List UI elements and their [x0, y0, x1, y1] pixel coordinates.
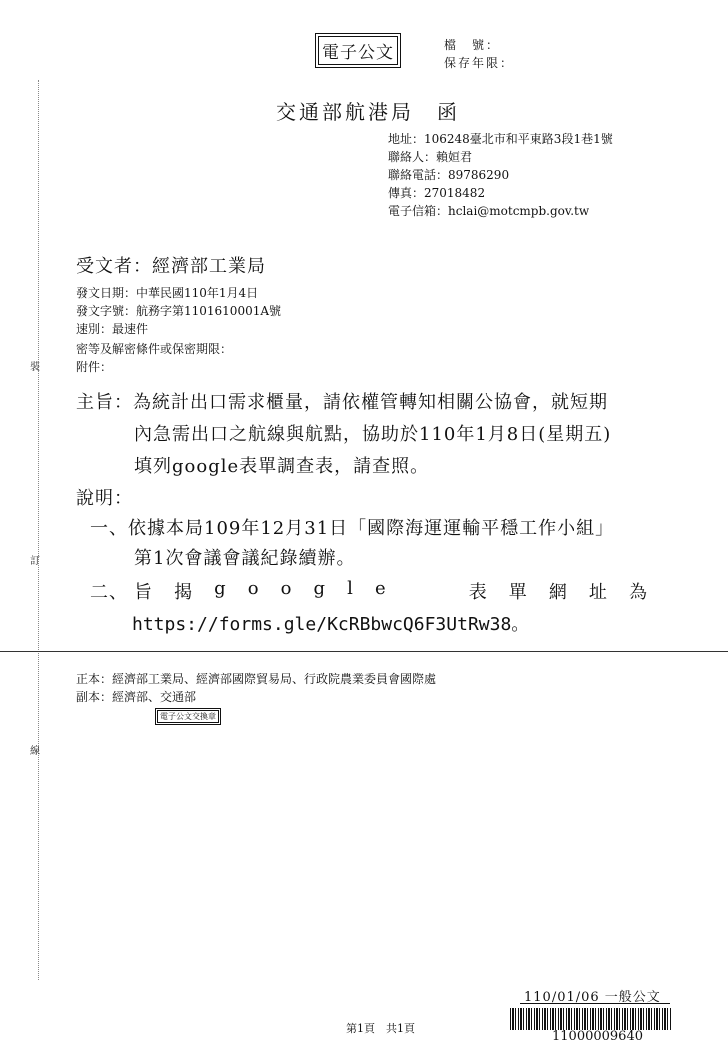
spread-word: g — [214, 578, 227, 599]
issue-date: 發文日期：中華民國110年1月4日 — [76, 286, 259, 300]
agency-title: 交通部航港局 函 — [276, 100, 460, 124]
binding-margin-line — [38, 80, 39, 980]
contact-email: 電子信箱：hclai@motcmpb.gov.tw — [388, 204, 590, 218]
margin-char-ding: 訂 — [30, 556, 40, 567]
barcode-number: 11000009640 — [552, 1029, 643, 1044]
attachment: 附件： — [76, 360, 113, 374]
barcode — [510, 1008, 672, 1030]
copy-recipients: 副本：經濟部、交通部 — [76, 690, 197, 704]
explanation-item-1-line-1: 一、依據本局109年12月31日「國際海運運輸平穩工作小組」 — [90, 518, 615, 539]
margin-char-xian: 線 — [30, 746, 40, 757]
spread-word: 表 — [468, 582, 488, 603]
contact-address: 地址：106248臺北市和平東路3段1巷1號 — [388, 132, 613, 146]
electronic-document-stamp: 電子公文 — [318, 36, 398, 65]
spread-word: 揭 — [174, 582, 194, 603]
spread-word: 網 — [548, 582, 568, 603]
spread-word: l — [347, 578, 354, 599]
contact-person: 聯絡人：賴姮君 — [388, 150, 473, 164]
subject-line-3: 填列google表單調查表，請查照。 — [134, 456, 430, 477]
spread-word: 為 — [628, 582, 648, 603]
explanation-item-1-line-2: 第1次會議會議紀錄續辦。 — [134, 548, 356, 569]
google-form-url: https://forms.gle/KcRBbwcQ6F3UtRw38。 — [132, 614, 530, 635]
contact-phone: 聯絡電話：89786290 — [388, 168, 510, 182]
subject-line-2: 內急需出口之航線與航點，協助於110年1月8日(星期五) — [134, 424, 612, 445]
file-number-label: 檔 號： — [444, 38, 501, 52]
exchange-stamp: 電子公文交換章 — [157, 710, 219, 723]
subject-line-1: 主旨：為統計出口需求櫃量，請依權管轉知相關公協會，就短期 — [76, 392, 608, 413]
spread-word: e — [374, 578, 387, 599]
retention-period-label: 保存年限： — [444, 56, 515, 70]
explanation-item-2-prefix: 二、 — [90, 582, 128, 603]
contact-fax: 傳真：27018482 — [388, 186, 486, 200]
spread-word: 旨 — [134, 582, 153, 603]
spread-word: o — [280, 578, 293, 599]
page-number: 第1頁 共1頁 — [346, 1022, 415, 1035]
spread-word: 址 — [588, 582, 608, 603]
urgency: 速別：最速件 — [76, 322, 149, 336]
main-recipients: 正本：經濟部工業局、經濟部國際貿易局、行政院農業委員會國際處 — [76, 672, 437, 686]
spread-word: g — [313, 578, 327, 599]
explanation-heading: 說明： — [76, 488, 133, 509]
spread-word: 單 — [508, 582, 528, 603]
footer-underline — [520, 1003, 670, 1004]
document-number: 發文字號：航務字第1101610001A號 — [76, 304, 282, 318]
explanation-item-2-line-1 — [134, 578, 648, 604]
secrecy-level: 密等及解密條件或保密期限： — [76, 342, 233, 356]
footer-date-type: 110/01/06 一般公文 — [524, 990, 661, 1005]
divider-line — [0, 651, 728, 652]
spread-word: o — [247, 578, 260, 599]
margin-char-zhuang: 裝 — [30, 362, 40, 373]
recipient: 受文者：經濟部工業局 — [76, 256, 266, 277]
